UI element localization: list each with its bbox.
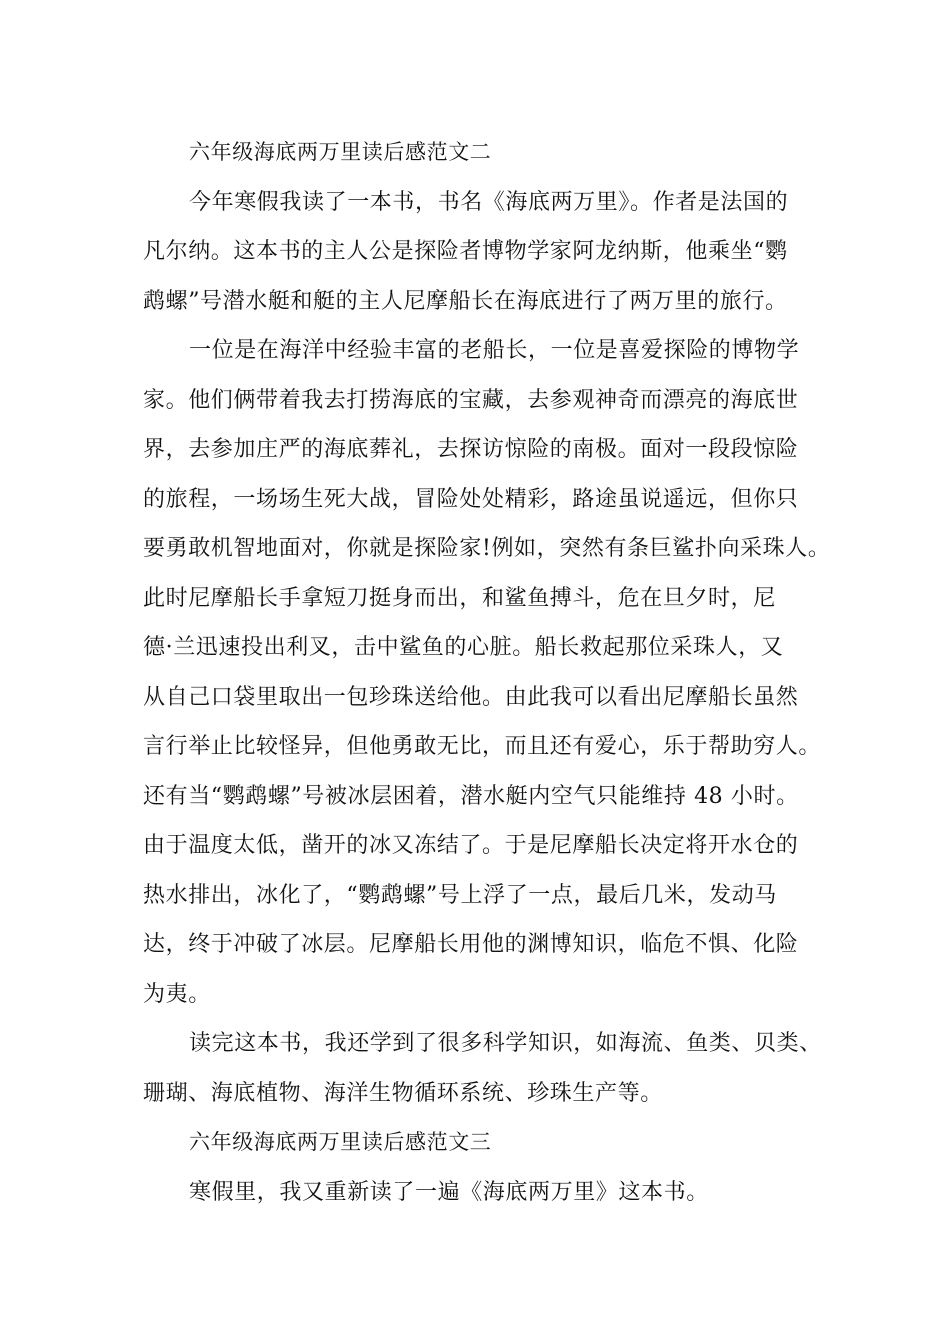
paragraph-line: 的旅程，一场场生死大战，冒险处处精彩，路途虽说遥远，但你只: [143, 486, 799, 512]
paragraph-line: 还有当“鹦鹉螺”号被冰层困着，潜水艇内空气只能维持 48 小时。: [143, 783, 799, 809]
paragraph-line: 一位是在海洋中经验丰富的老船长，一位是喜爱探险的博物学: [189, 338, 800, 363]
paragraph-line: 此时尼摩船长手拿短刀挺身而出，和鲨鱼搏斗，危在旦夕时，尼: [143, 585, 776, 611]
paragraph-line: 达，终于冲破了冰层。尼摩船长用他的渊博知识，临危不惧、化险: [143, 932, 799, 957]
paragraph-line: 珊瑚、海底植物、海洋生物循环系统、珍珠生产等。: [143, 1080, 663, 1106]
section-heading-3: 六年级海底两万里读后感范文三: [189, 1130, 492, 1154]
paragraph-line: 家。他们俩带着我去打捞海底的宝藏，去参观神奇而漂亮的海底世: [143, 387, 799, 413]
paragraph-line: 要勇敢机智地面对，你就是探险家!例如，突然有条巨鲨扑向采珠人。: [143, 536, 831, 561]
paragraph-line: 言行举止比较怪异，但他勇敢无比，而且还有爱心，乐于帮助穷人。: [143, 734, 822, 759]
paragraph-line: 鹉螺”号潜水艇和艇的主人尼摩船长在海底进行了两万里的旅行。: [143, 288, 788, 314]
document-body: [143, 128, 831, 1217]
paragraph-line: 热水排出，冰化了，“鹦鹉螺”号上浮了一点，最后几米，发动马: [143, 882, 777, 908]
paragraph-line: 寒假里，我又重新读了一遍《海底两万里》这本书。: [189, 1179, 709, 1205]
paragraph-line: 从自己口袋里取出一包珍珠送给他。由此我可以看出尼摩船长虽然: [143, 684, 799, 710]
paragraph-line: 读完这本书，我还学到了很多科学知识，如海流、鱼类、贝类、: [189, 1031, 822, 1056]
paragraph-line: 德·兰迅速投出利叉，击中鲨鱼的心脏。船长救起那位采珠人，又: [143, 635, 784, 660]
paragraph-line: 凡尔纳。这本书的主人公是探险者博物学家阿龙纳斯，他乘坐“鹦: [143, 239, 788, 264]
paragraph-line: 今年寒假我读了一本书，书名《海底两万里》。作者是法国的: [189, 189, 789, 215]
paragraph-line: 为夷。: [143, 981, 211, 1007]
paragraph-line: 由于温度太低，凿开的冰又冻结了。于是尼摩船长决定将开水仓的: [143, 833, 799, 858]
section-heading-2: 六年级海底两万里读后感范文二: [189, 140, 492, 164]
paragraph-line: 界，去参加庄严的海底葬礼，去探访惊险的南极。面对一段段惊险: [143, 437, 799, 462]
